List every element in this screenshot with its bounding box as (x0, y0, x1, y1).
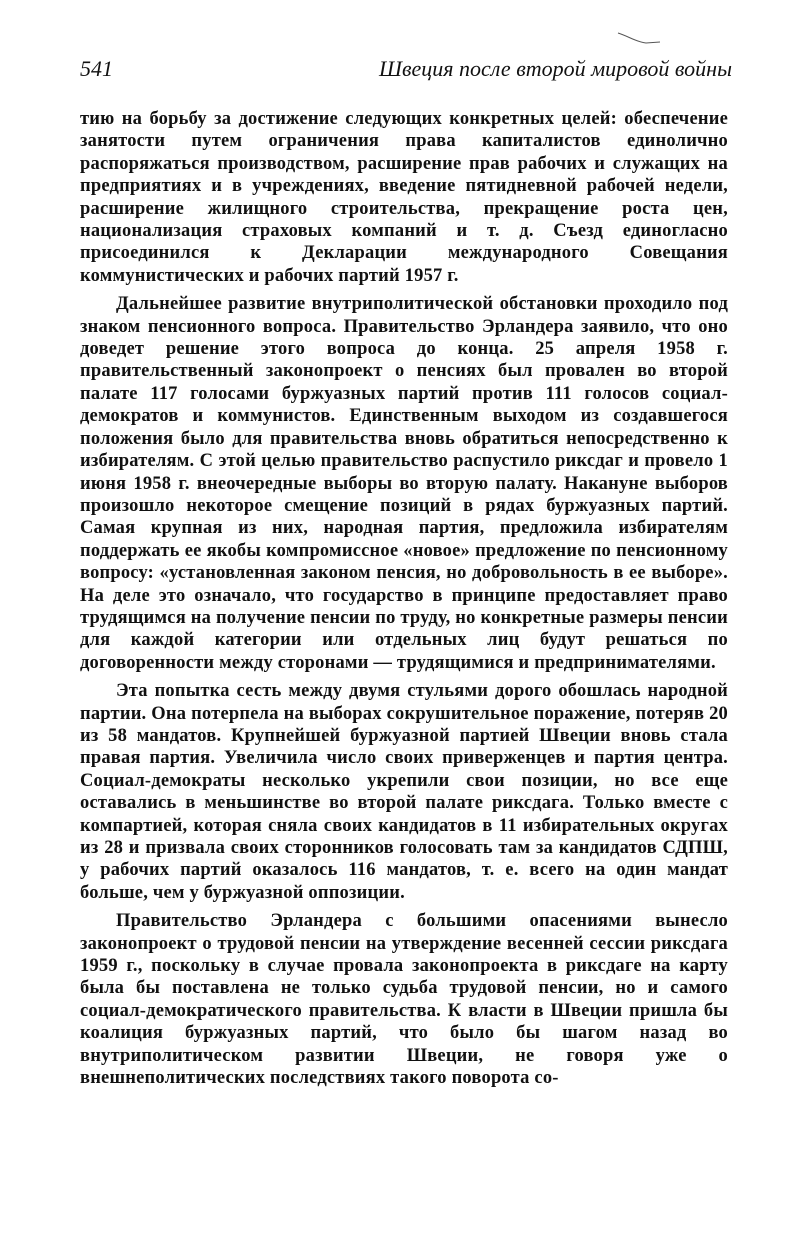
pencil-mark (616, 30, 662, 46)
body-text (80, 108, 728, 1095)
page-number: 541 (80, 56, 113, 81)
paragraph: тию на борьбу за достижение следующих конкретных целей: обеспечение занятости путем ограничения права капиталистов единолично распоряжаться производством, расширение прав рабочих и служащих на предприятиях и в учреждениях, введение пятидневной рабочей недели, расширение жилищного строительства, прекращение роста цен, национализация страховых компаний и т. д. Съезд единогласно присоединился к Декларации международного Совещания коммунистических и рабочих партий 1957 г. (80, 109, 728, 286)
running-title: Швеция после второй мировой войны (379, 56, 732, 81)
paragraph: Эта попытка сесть между двумя стульями дорого обошлась народной партии. Она потерпела на выборах сокрушительное поражение, потеряв 20 из 58 мандатов. Крупнейшей буржуазной партией Швеции вновь стала правая партия. Увеличила число своих приверженцев и партия центра. Социал-демократы несколько укрепили свои позиции, но все еще оставались в меньшинстве во второй палате риксдага. Только вместе с компартией, которая сняла своих кандидатов в 11 избирательных округах из 28 и призвала своих сторонников голосовать там за кандидатов СДПШ, у рабочих партий оказалось 116 мандатов, т. е. всего на один мандат больше, чем у буржуазной оппозиции. (80, 681, 728, 903)
page-header (80, 56, 732, 90)
paragraph: Дальнейшее развитие внутриполитической обстановки проходило под знаком пенсионного вопроса. Правительство Эрландера заявило, что оно доведет решение этого вопроса до конца. 25 апреля 1958 г. правительственный законопроект о пенсиях был провален во второй палате 117 голосами буржуазных партий против 111 голосов социал-демократов и коммунистов. Единственным выходом из создавшегося положения было для правительства вновь обратиться непосредственно к избирателям. С этой целью правительство распустило риксдаг и провело 1 июня 1958 г. внеочередные выборы во вторую палату. Накануне выборов произошло некоторое смещение позиций в рядах буржуазных партий. Самая крупная из них, народная партия, предложила избирателям поддержать ее якобы компромиссное «новое» предложение по пенсионному вопросу: «установленная законом пенсия, но добровольность в ее выборе». На деле это означало, что государство в принципе предоставляет право трудящимся на получение пенсии по труду, но конкретные размеры пенсии для каждой категории или отдельных лиц будут решаться по договоренности между сторонами — трудящимися и предпринимателями. (80, 294, 728, 673)
paragraph: Правительство Эрландера с большими опасениями вынесло законопроект о трудовой пенсии на утверждение весенней сессии риксдага 1959 г., поскольку в случае провала законопроекта в риксдаге на карту была бы поставлена не только судьба трудовой пенсии, но и самого социал-демократического правительства. К власти в Швеции пришла бы коалиция буржуазных партий, что было бы шагом назад во внутриполитическом развитии Швеции, не говоря уже о внешнеполитических последствиях такого поворота со- (80, 911, 728, 1089)
